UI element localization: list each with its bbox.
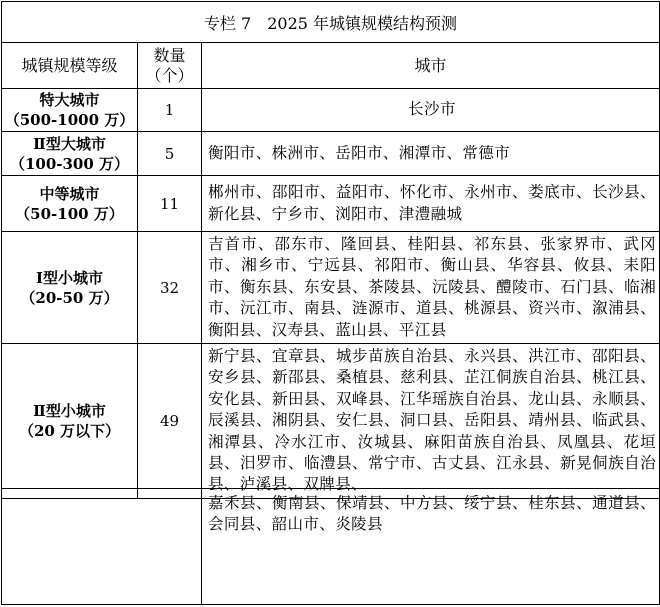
count-cell: 5 [138,132,202,176]
table-title: 专栏 7 2025 年城镇规模结构预测 [2,2,660,43]
level-name: 特大城市 [39,91,100,109]
table-title-row [2,2,660,43]
level-name: 中等城市 [39,184,100,203]
cities-cell: 郴州市、邵阳市、益阳市、怀化市、永州市、娄底市、长沙县、新化县、宁乡市、浏阳市、津澧融城 [202,176,660,232]
level-cell [2,176,138,232]
cities-cell: 衡阳市、株洲市、岳阳市、湘潭市、常德市 [202,132,660,176]
header-count-line1: 数量 [153,45,186,65]
table-row [2,176,660,232]
header-count [138,43,202,89]
level-range: （50-100 万） [15,204,124,223]
level-name: Ⅰ型小城市 [35,268,104,287]
level-cell [2,344,138,499]
count-cell: 32 [138,232,202,344]
level-cell [2,89,138,132]
continuation-table [1,488,660,605]
cities-cell: 吉首市、邵东市、隆回县、桂阳县、祁东县、张家界市、武冈市、湘乡市、宁远县、祁阳市、衡山县、华容县、攸县、耒阳市、衡东县、东安县、茶陵县、沅陵县、醴陵市、石门县、临湘市、沅江市、南县、涟源市、道县、桃源县、资兴市、溆浦县、衡阳县、汉寿县、蓝山县、平江县 [202,232,660,344]
header-level: 城镇规模等级 [2,43,138,89]
count-cell: 1 [138,89,202,132]
continuation-cities-cell: 嘉禾县、衡南县、保靖县、中方县、绥宁县、桂东县、通道县、会同县、韶山市、炎陵县 [202,489,660,605]
continuation-empty-cell [2,489,202,605]
count-cell: 49 [138,344,202,499]
table-row [2,344,660,499]
urbanization-table [1,1,660,499]
level-range: （100-300 万） [9,154,130,173]
level-cell [2,132,138,176]
table-row [2,132,660,176]
table-row [2,89,660,132]
cities-cell: 长沙市 [202,89,660,132]
header-count-line2: （个） [145,65,194,85]
level-name: Ⅱ型小城市 [33,401,106,420]
level-range: （500-1000 万） [4,111,135,129]
level-cell [2,232,138,344]
table-header-row [2,43,660,89]
continuation-row [2,489,660,605]
count-cell: 11 [138,176,202,232]
table-row [2,232,660,344]
header-cities: 城市 [202,43,660,89]
level-range: （20 万以下） [18,421,121,440]
cities-cell: 新宁县、宜章县、城步苗族自治县、永兴县、洪江市、邵阳县、安乡县、新邵县、桑植县、慈利县、芷江侗族自治县、桃江县、安化县、新田县、双峰县、江华瑶族自治县、龙山县、永顺县、辰溪县、湘阴县、安仁县、洞口县、岳阳县、靖州县、临武县、湘潭县、冷水江市、汝城县、麻阳苗族自治县、凤凰县、花垣县、汨罗市、临澧县、常宁市、古丈县、江永县、新晃侗族自治县、泸溪县、双牌县、 [202,344,660,499]
level-range: （20-50 万） [20,288,119,307]
level-name: Ⅱ型大城市 [33,134,106,153]
